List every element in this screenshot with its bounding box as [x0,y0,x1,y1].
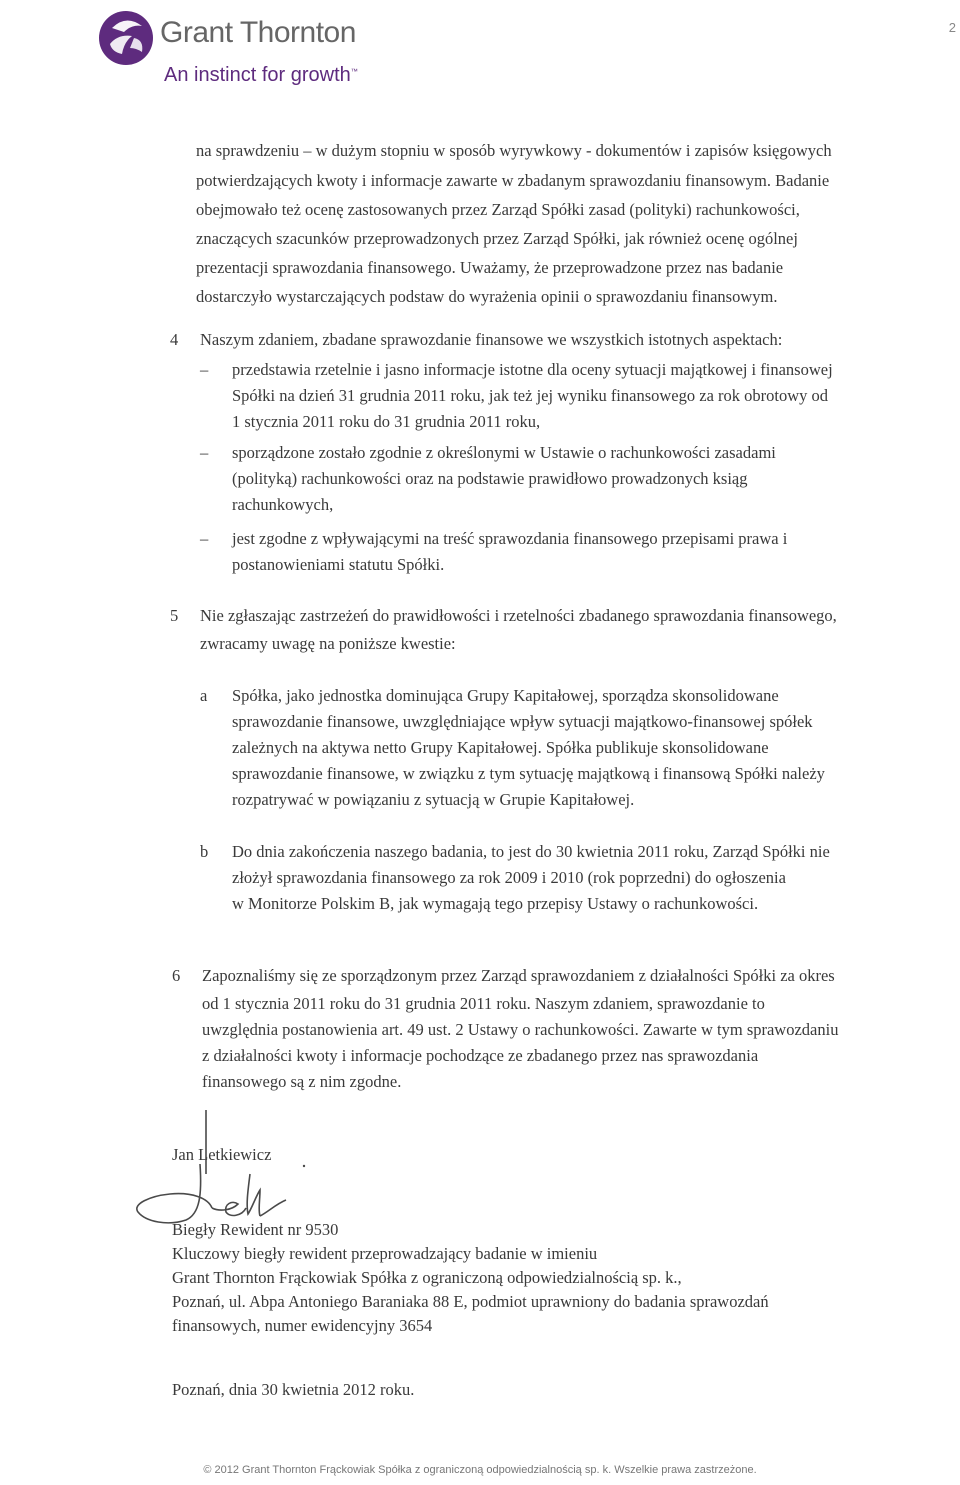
section-4-item-3-line-2: postanowieniami statutu Spółki. [232,555,445,574]
signatory-line-1: Biegły Rewident nr 9530 [172,1220,339,1239]
intro-line-5: prezentacji sprawozdania finansowego. Uważamy, że przeprowadzone przez nas badanie [196,258,784,277]
section-4-lead: Naszym zdaniem, zbadane sprawozdanie finansowe we wszystkich istotnych aspektach: [200,330,783,349]
section-5-line-1: Nie zgłaszając zastrzeżeń do prawidłowości i rzetelności zbadanego sprawozdania finansowego, [200,606,837,625]
intro-line-3: obejmowało też ocenę zastosowanych przez Zarząd Spółki zasad (polityki) rachunkowości, [196,200,800,219]
signatory-line-4: Poznań, ul. Abpa Antoniego Baraniaka 88 E, podmiot uprawniony do badania sprawozdań [172,1292,769,1311]
bullet-dash: – [200,529,209,548]
section-6-line-2: od 1 stycznia 2011 roku do 31 grudnia 2011 roku. Naszym zdaniem, sprawozdanie to [202,994,765,1013]
intro-line-1: na sprawdzeniu – w dużym stopniu w sposób wyrywkowy - dokumentów i zapisów księgowych [196,141,832,160]
section-6-line-1: Zapoznaliśmy się ze sporządzonym przez Zarząd sprawozdaniem z działalności Spółki za okres [202,966,835,985]
section-4-item-2-line-2: (polityką) rachunkowości oraz na podstawie prawidłowo prowadzonych ksiąg [232,469,748,488]
section-4-item-1-line-1: przedstawia rzetelnie i jasno informacje istotne dla oceny sytuacji majątkowej i finansowej [232,360,833,379]
section-5-number: 5 [170,606,179,625]
intro-line-2: potwierdzających kwoty i informacje zawarte w zbadanym sprawozdaniu finansowym. Badanie [196,171,830,190]
section-4-item-3-line-1: jest zgodne z wpływającymi na treść sprawozdania finansowego przepisami prawa i [232,529,788,548]
grant-thornton-logo-icon [96,8,156,68]
company-logo [96,6,396,86]
bullet-dash: – [200,360,209,379]
section-5-item-a-line-3: zależnych na aktywa netto Grupy Kapitałowej. Spółka publikuje skonsolidowane [232,738,769,757]
section-5-item-b-line-2: złożył sprawozdania finansowego za rok 2009 i 2010 (rok poprzedni) do ogłoszenia [232,868,786,887]
section-4-item-2-line-3: rachunkowych, [232,495,334,514]
trademark-mark: ™ [350,68,358,76]
section-4-item-1-line-2: Spółki na dzień 31 grudnia 2011 roku, jak też jej wyniku finansowego za rok obrotowy od [232,386,829,405]
section-5-item-a-line-2: sprawozdanie finansowe, uwzględniające wpływ sytuacji majątkowo-finansowej spółek [232,712,813,731]
intro-line-6: dostarczyło wystarczających podstaw do wyrażenia opinii o sprawozdaniu finansowym. [196,287,778,306]
section-5-item-b-line-1: Do dnia zakończenia naszego badania, to jest do 30 kwietnia 2011 roku, Zarząd Spółki nie [232,842,830,861]
copyright-footer: © 2012 Grant Thornton Frąckowiak Spółka z ograniczoną odpowiedzialnością sp. k. Wszelkie prawa zastrzeżone. [203,1464,757,1476]
section-5-line-2: zwracamy uwagę na poniższe kwestie: [200,634,456,653]
place-and-date: Poznań, dnia 30 kwietnia 2012 roku. [172,1380,415,1399]
section-6-line-3: uwzględnia postanowienia art. 49 ust. 2 Ustawy o rachunkowości. Zawarte w tym sprawozdaniu [202,1020,839,1039]
brand-tagline [164,64,358,87]
tagline-text: An instinct for growth [164,64,351,86]
section-5-item-b-line-3: w Monitorze Polskim B, jak wymagają tego przepisy Ustawy o rachunkowości. [232,894,759,913]
brand-name: Grant Thornton [160,16,356,49]
page-number: 2 [948,20,956,35]
bullet-dash: – [200,443,209,462]
section-4-item-2-line-1: sporządzone zostało zgodnie z określonymi w Ustawie o rachunkowości zasadami [232,443,776,462]
section-6-line-4: z działalności kwoty i informacje pochodzące ze zbadanego przez nas sprawozdania [202,1046,759,1065]
intro-line-4: znaczących szacunków przeprowadzonych przez Zarząd Spółki, jak również ocenę ogólnej [196,229,798,248]
signatory-name: Jan Letkiewicz [172,1145,272,1164]
section-4-number: 4 [170,330,179,349]
signatory-line-5: finansowych, numer ewidencyjny 3654 [172,1316,433,1335]
section-5-item-a-line-1: Spółka, jako jednostka dominująca Grupy Kapitałowej, sporządza skonsolidowane [232,686,779,705]
section-6-number: 6 [172,966,181,985]
signatory-line-2: Kluczowy biegły rewident przeprowadzający badanie w imieniu [172,1244,598,1263]
signatory-line-3: Grant Thornton Frąckowiak Spółka z ograniczoną odpowiedzialnością sp. k., [172,1268,682,1287]
item-marker-b: b [200,842,209,861]
section-4-item-1-line-3: 1 stycznia 2011 roku do 31 grudnia 2011 roku, [232,412,541,431]
section-6-line-5: finansowego są z nim zgodne. [202,1072,402,1091]
section-5-item-a-line-5: rozpatrywać w powiązaniu z sytuacją w Grupie Kapitałowej. [232,790,635,809]
item-marker-a: a [200,686,208,705]
section-5-item-a-line-4: sprawozdanie finansowe, w związku z tym sytuację majątkową i finansową Spółki należy [232,764,825,783]
